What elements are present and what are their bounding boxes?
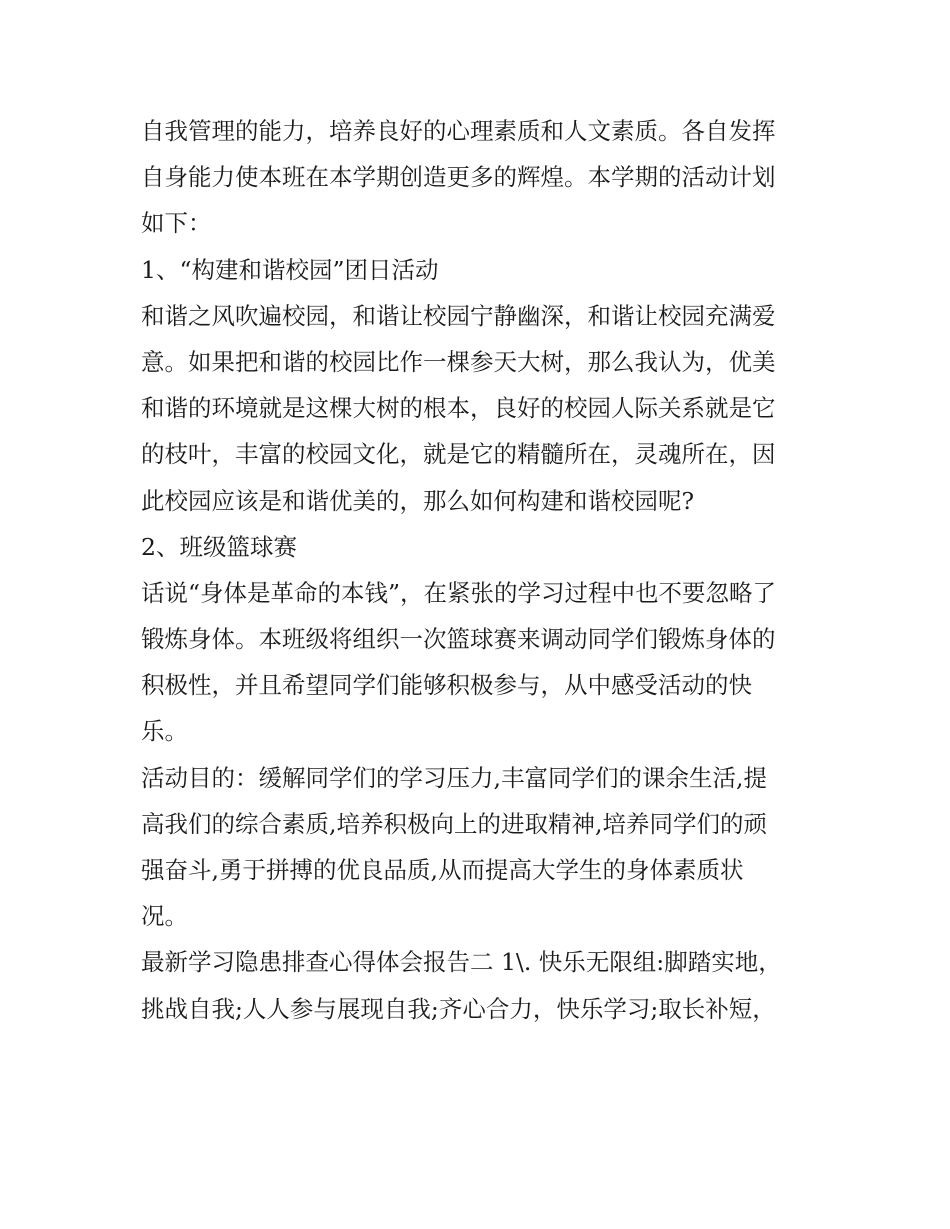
text-line: 挑战自我;人人参与展现自我;齐心合力，快乐学习;取长补短， xyxy=(141,994,776,1023)
section-heading-2: 2、班级篮球赛 xyxy=(141,532,297,561)
text-line: 况。 xyxy=(141,902,188,931)
text-line: 强奋斗,勇于拼搏的优良品质,从而提高大学生的身体素质状 xyxy=(141,856,744,884)
text-line: 的枝叶，丰富的校园文化，就是它的精髓所在，灵魂所在，因 xyxy=(141,440,776,469)
text-line: 最新学习隐患排查心得体会报告二 1\. 快乐无限组:脚踏实地， xyxy=(141,948,782,977)
text-line: 乐。 xyxy=(141,717,188,746)
document-body xyxy=(141,108,821,1032)
text-line: 自身能力使本班在本学期创造更多的辉煌。本学期的活动计划 xyxy=(141,163,776,192)
text-line: 自我管理的能力，培养良好的心理素质和人文素质。各自发挥 xyxy=(141,117,776,145)
section-heading-1: 1、“构建和谐校园”团日活动 xyxy=(141,255,439,284)
text-line: 高我们的综合素质,培养积极向上的进取精神,培养同学们的顽 xyxy=(141,809,767,838)
text-line: 积极性，并且希望同学们能够积极参与，从中感受活动的快 xyxy=(141,671,752,700)
text-line: 锻炼身体。本班级将组织一次篮球赛来调动同学们锻炼身体的 xyxy=(141,625,776,654)
text-line: 和谐之风吹遍校园，和谐让校园宁静幽深，和谐让校园充满爱 xyxy=(141,301,776,330)
text-line: 话说“身体是革命的本钱”，在紧张的学习过程中也不要忽略了 xyxy=(141,578,777,607)
text-line: 此校园应该是和谐优美的，那么如何构建和谐校园呢? xyxy=(141,486,695,515)
text-line: 如下： xyxy=(141,209,212,238)
text-line: 活动目的：缓解同学们的学习压力,丰富同学们的课余生活,提 xyxy=(141,763,767,792)
text-line: 意。如果把和谐的校园比作一棵参天大树，那么我认为，优美 xyxy=(141,347,776,376)
text-line: 和谐的环境就是这棵大树的根本，良好的校园人际关系就是它 xyxy=(141,394,776,423)
